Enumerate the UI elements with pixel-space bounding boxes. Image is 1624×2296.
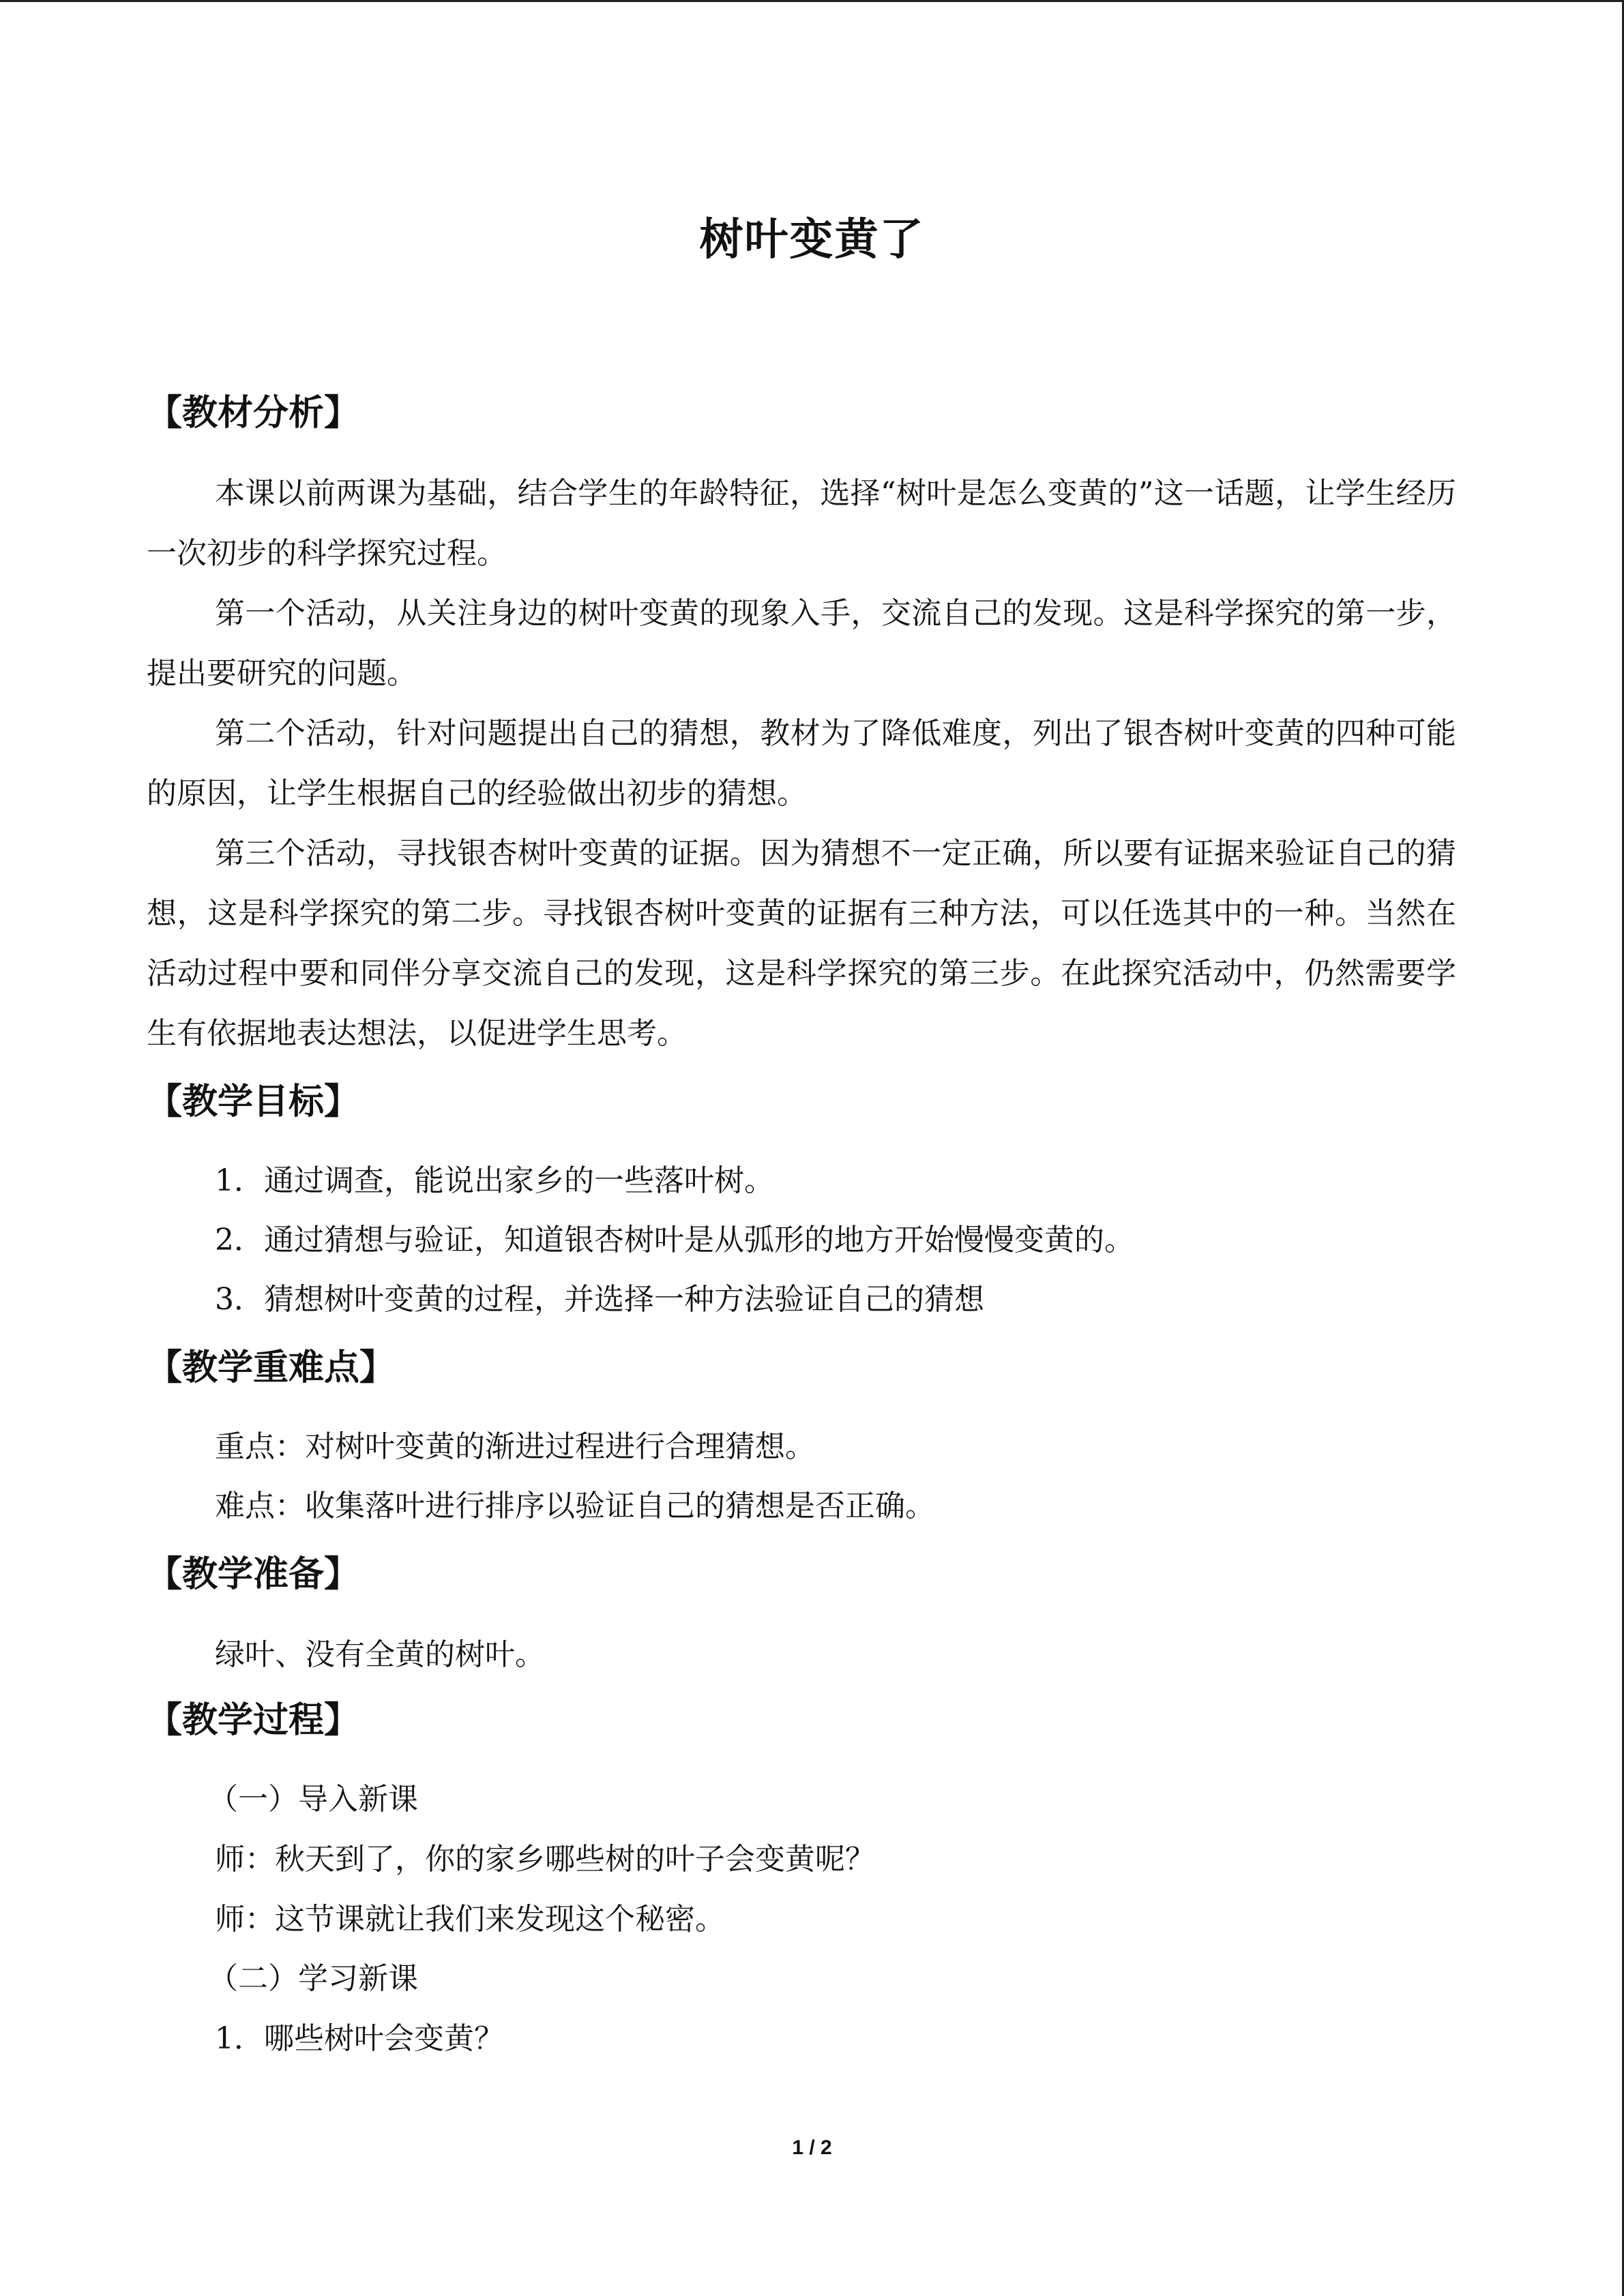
section-heading-process: 【教学过程】 [147, 1700, 360, 1741]
process-item: 1．哪些树叶会变黄？ [215, 2021, 504, 2056]
process-item: （二）学习新课 [208, 1961, 418, 1996]
process-item: 师：这节课就让我们来发现这个秘密。 [215, 1902, 725, 1937]
goal-item: 1．通过调查，能说出家乡的一些落叶树。 [215, 1163, 774, 1198]
analysis-paragraph: 第三个活动，寻找银杏树叶变黄的证据。因为猜想不一定正确，所以要有证据来验证自己的猜想，这是科学探究的第二步。寻找银杏树叶变黄的证据有三种方法，可以任选其中的一种。当然在活动过程中要和同伴分享交流自己的发现，这是科学探究的第三步。在此探究活动中，仍然需要学生有依据地表达想法，以促进学生思考。 [147, 836, 1456, 1051]
key-point-item: 重点：对树叶变黄的渐进过程进行合理猜想。 [215, 1429, 815, 1464]
key-point-item: 难点：收集落叶进行排序以验证自己的猜想是否正确。 [215, 1489, 935, 1523]
section-heading-goals: 【教学目标】 [147, 1082, 360, 1122]
analysis-paragraph: 第一个活动，从关注身边的树叶变黄的现象入手，交流自己的发现。这是科学探究的第一步，提出要研究的问题。 [147, 596, 1456, 691]
analysis-paragraph: 本课以前两课为基础，结合学生的年龄特征，选择“树叶是怎么变黄的”这一话题，让学生经历一次初步的科学探究过程。 [147, 476, 1456, 571]
preparation-item: 绿叶、没有全黄的树叶。 [215, 1637, 545, 1672]
goal-item: 3．猜想树叶变黄的过程，并选择一种方法验证自己的猜想 [215, 1282, 984, 1317]
goal-item: 2．通过猜想与验证，知道银杏树叶是从弧形的地方开始慢慢变黄的。 [215, 1223, 1134, 1257]
document-title: 树叶变黄了 [699, 215, 925, 265]
section-heading-key-points: 【教学重难点】 [147, 1347, 396, 1388]
section-heading-preparation: 【教学准备】 [147, 1554, 360, 1595]
page-number: 1 / 2 [792, 2136, 832, 2159]
section-heading-analysis: 【教材分析】 [147, 393, 360, 434]
analysis-paragraph: 第二个活动，针对问题提出自己的猜想，教材为了降低难度，列出了银杏树叶变黄的四种可能的原因，让学生根据自己的经验做出初步的猜想。 [147, 716, 1456, 811]
page-border-top [0, 0, 1624, 2]
process-item: 师：秋天到了，你的家乡哪些树的叶子会变黄呢？ [215, 1842, 875, 1877]
process-item: （一）导入新课 [208, 1782, 418, 1817]
